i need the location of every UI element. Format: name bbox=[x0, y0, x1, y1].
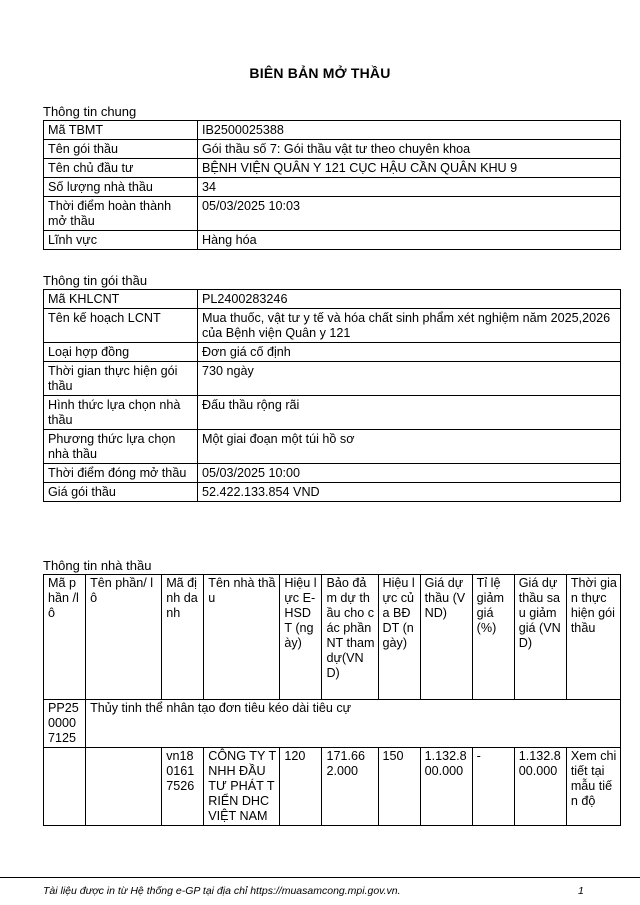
table-row bbox=[44, 396, 621, 430]
row-value: 05/03/2025 10:03 bbox=[198, 197, 621, 231]
row-label: Số lượng nhà thầu bbox=[44, 178, 198, 197]
column-header: Giá dự thầu (VND) bbox=[420, 575, 472, 700]
row-label: Phương thức lựa chọn nhà thầu bbox=[44, 430, 198, 464]
guarantee-validity: 150 bbox=[378, 748, 420, 826]
bid-validity: 120 bbox=[280, 748, 322, 826]
general-info-heading: Thông tin chung bbox=[43, 104, 137, 119]
table-row bbox=[44, 290, 621, 309]
table-row bbox=[44, 483, 621, 502]
column-header: Giá dự thầu sau giảm giá (VND) bbox=[514, 575, 566, 700]
row-value: 05/03/2025 10:00 bbox=[198, 464, 621, 483]
general-info-table bbox=[43, 120, 621, 250]
column-header: Tỉ lệ giảm giá (%) bbox=[472, 575, 514, 700]
table-row bbox=[44, 140, 621, 159]
table-row bbox=[44, 121, 621, 140]
package-info-heading: Thông tin gói thầu bbox=[43, 273, 148, 288]
contractor-info-heading: Thông tin nhà thầu bbox=[43, 558, 152, 573]
price-after-discount: 1.132.800.000 bbox=[514, 748, 566, 826]
row-label: Hình thức lựa chọn nhà thầu bbox=[44, 396, 198, 430]
footer-divider bbox=[0, 877, 640, 878]
row-value: 730 ngày bbox=[198, 362, 621, 396]
column-header: Tên nhà thầu bbox=[204, 575, 280, 700]
row-value: Một giai đoạn một túi hồ sơ bbox=[198, 430, 621, 464]
row-label: Thời gian thực hiện gói thầu bbox=[44, 362, 198, 396]
contractor-table bbox=[43, 574, 621, 826]
row-value: 52.422.133.854 VND bbox=[198, 483, 621, 502]
row-label: Mã KHLCNT bbox=[44, 290, 198, 309]
row-label: Mã TBMT bbox=[44, 121, 198, 140]
row-label: Giá gói thầu bbox=[44, 483, 198, 502]
row-label: Tên kế hoạch LCNT bbox=[44, 309, 198, 343]
lot-name: Thủy tinh thể nhân tạo đơn tiêu kéo dài tiêu cự bbox=[86, 700, 621, 748]
row-label: Thời điểm đóng mở thầu bbox=[44, 464, 198, 483]
table-row bbox=[44, 178, 621, 197]
column-header: Thời gian thực hiện gói thầu bbox=[566, 575, 620, 700]
footer-note: Tài liệu được in từ Hệ thống e-GP tại địa chỉ https://muasamcong.mpi.gov.vn. bbox=[43, 885, 401, 897]
column-header: Mã phần /lô bbox=[44, 575, 86, 700]
row-label: Loại hợp đồng bbox=[44, 343, 198, 362]
row-value: Đấu thầu rộng rãi bbox=[198, 396, 621, 430]
table-row bbox=[44, 362, 621, 396]
table-row bbox=[44, 309, 621, 343]
document-title: BIÊN BẢN MỞ THẦU bbox=[249, 65, 391, 81]
row-label: Tên gói thầu bbox=[44, 140, 198, 159]
lot-code: PP2500007125 bbox=[44, 700, 86, 748]
bid-row bbox=[44, 748, 621, 826]
column-header: Hiệu lực của BĐDT (ngày) bbox=[378, 575, 420, 700]
table-row bbox=[44, 159, 621, 178]
table-row bbox=[44, 343, 621, 362]
table-header-row bbox=[44, 575, 621, 700]
row-value: Mua thuốc, vật tư y tế và hóa chất sinh phẩm xét nghiệm năm 2025,2026 của Bệnh viện Quân y 121 bbox=[198, 309, 621, 343]
row-value: Đơn giá cố định bbox=[198, 343, 621, 362]
empty-cell bbox=[86, 748, 162, 826]
contractor-id: vn1801617526 bbox=[162, 748, 204, 826]
row-label: Thời điểm hoàn thành mở thầu bbox=[44, 197, 198, 231]
column-header: Tên phần/ lô bbox=[86, 575, 162, 700]
column-header: Hiệu lực E-HSDT (ngày) bbox=[280, 575, 322, 700]
column-header: Bảo đảm dự thầu cho các phần NT tham dự(VND) bbox=[322, 575, 378, 700]
page-number: 1 bbox=[578, 885, 584, 897]
execution-time: Xem chi tiết tại mẫu tiến độ bbox=[566, 748, 620, 826]
empty-cell bbox=[44, 748, 86, 826]
row-label: Lĩnh vực bbox=[44, 231, 198, 250]
package-info-table bbox=[43, 289, 621, 502]
bid-price: 1.132.800.000 bbox=[420, 748, 472, 826]
row-value: BỆNH VIỆN QUÂN Y 121 CỤC HẬU CẦN QUÂN KHU 9 bbox=[198, 159, 621, 178]
table-row bbox=[44, 197, 621, 231]
row-value: Gói thầu số 7: Gói thầu vật tư theo chuyên khoa bbox=[198, 140, 621, 159]
table-row bbox=[44, 231, 621, 250]
discount-rate: - bbox=[472, 748, 514, 826]
table-row bbox=[44, 464, 621, 483]
row-value: IB2500025388 bbox=[198, 121, 621, 140]
table-row bbox=[44, 430, 621, 464]
row-label: Tên chủ đầu tư bbox=[44, 159, 198, 178]
row-value: Hàng hóa bbox=[198, 231, 621, 250]
column-header: Mã định danh bbox=[162, 575, 204, 700]
contractor-name: CÔNG TY TNHH ĐẦU TƯ PHÁT TRIỂN DHC VIỆT NAM bbox=[204, 748, 280, 826]
lot-row bbox=[44, 700, 621, 748]
row-value: PL2400283246 bbox=[198, 290, 621, 309]
bid-guarantee: 171.662.000 bbox=[322, 748, 378, 826]
row-value: 34 bbox=[198, 178, 621, 197]
